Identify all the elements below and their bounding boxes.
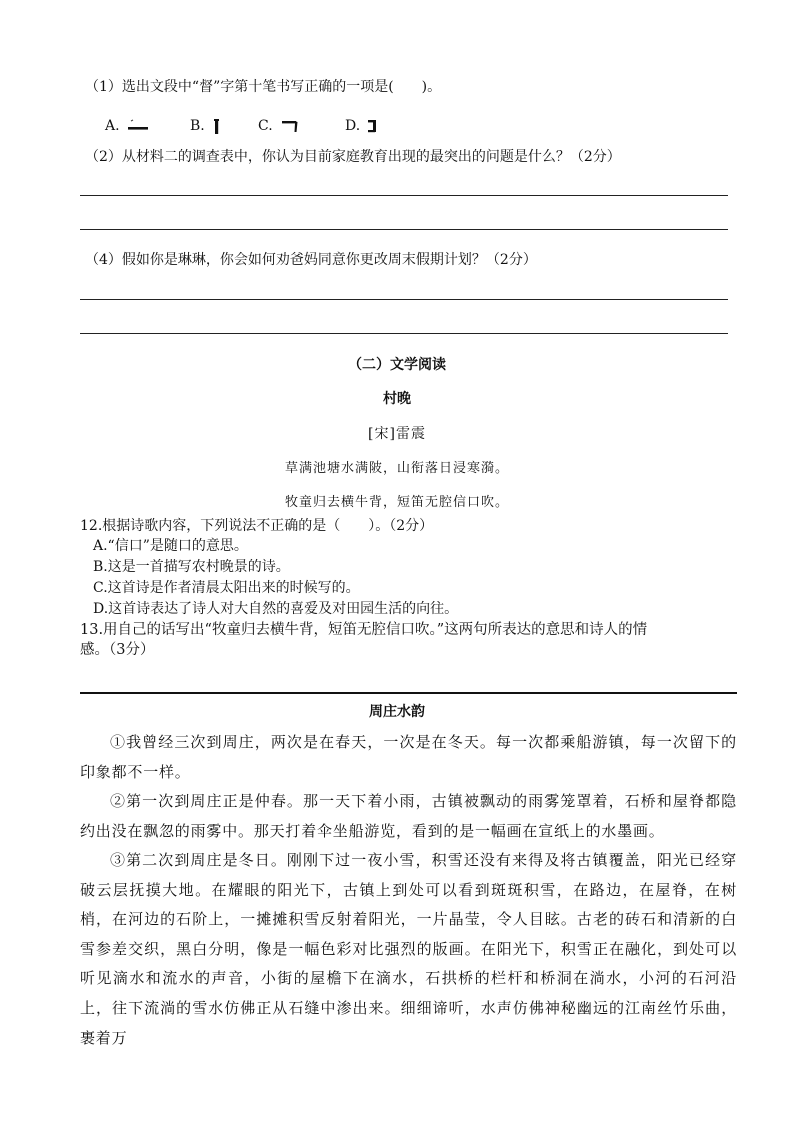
choice-c-letter: C. (258, 118, 273, 134)
essay-paragraph-3: ③第二次到周庄是冬日。刚刚下过一夜小雪，积雪还没有来得及将古镇覆盖，阳光已经穿破云层抚摸大地。在耀眼的阳光下，古镇上到处可以看到斑斑积雪，在路边，在屋脊，在树梢，在河边的石阶上，一摊摊积雪反射着阳光，一片晶莹，令人目眩。古老的砖石和清新的白雪参差交织，黑白分明，像是一幅色彩对比强烈的版画。在阳光下，积雪正在融化，到处可以听见滴水和流水的声音，小街的屋檐下在滴水，石拱桥的栏杆和桥洞在淌水，小河的石河沿上，往下流淌的雪水仿佛正从石缝中渗出来。细细谛听，水声仿佛神秘幽远的江南丝竹乐曲，裹着万 (80, 851, 737, 1047)
essay-title: 周庄水韵 (369, 704, 425, 720)
choice-c[interactable] (258, 115, 302, 135)
essay-paragraph-2: ②第一次到周庄正是仲春。那一天下着小雨，古镇被飘动的雨雾笼罩着，石桥和屋脊都隐约出没在飘忽的雨雾中。那天打着伞坐船游览，看到的是一幅画在宣纸上的水墨画。 (80, 792, 737, 840)
choice-d[interactable] (345, 115, 381, 135)
horizontal-stroke-icon (125, 118, 151, 134)
choice-d-letter: D. (345, 118, 361, 134)
q12-option-a[interactable]: A.“信口”是随口的意思。 (93, 538, 248, 554)
bracket-stroke-icon (365, 117, 381, 135)
question-2: （2）从材料二的调查表中，你认为目前家庭教育出现的最突出的问题是什么？（2分） (85, 149, 621, 165)
poem-line-2: 牧童归去横牛背，短笛无腔信口吹。 (284, 495, 509, 510)
poem-title: 村晚 (383, 391, 411, 407)
q12-option-c[interactable]: C.这首诗是作者清晨太阳出来的时候写的。 (93, 580, 360, 596)
choice-a[interactable] (105, 115, 151, 134)
poem-line-1: 草满池塘水满陂，山衔落日浸寒漪。 (284, 461, 509, 476)
choice-row (105, 113, 425, 133)
choice-b-letter: B. (190, 118, 205, 134)
section-divider (80, 692, 737, 694)
answer-line[interactable] (80, 229, 728, 230)
question-1: （1）选出文段中“督”字第十笔书写正确的一项是( )。 (85, 79, 442, 95)
horizontal-hook-stroke-icon (278, 117, 302, 135)
choice-a-letter: A. (105, 118, 120, 134)
answer-line[interactable] (80, 333, 728, 334)
question-12: 12.根据诗歌内容，下列说法不正确的是（ ）。（2分） (80, 518, 434, 534)
answer-line[interactable] (80, 299, 728, 300)
section-title: （二）文学阅读 (348, 357, 446, 373)
vertical-stroke-icon (210, 117, 224, 135)
q12-option-b[interactable]: B.这是一首描写农村晚景的诗。 (93, 559, 290, 575)
poem-author: [宋]雷震 (368, 426, 426, 442)
answer-line[interactable] (80, 195, 728, 196)
choice-b[interactable] (190, 115, 224, 135)
q12-option-d[interactable]: D.这首诗表达了诗人对大自然的喜爱及对田园生活的向往。 (93, 601, 459, 617)
essay-paragraph-1: ①我曾经三次到周庄，两次是在春天，一次是在冬天。每一次都乘船游镇，每一次留下的印象都不一样。 (80, 733, 737, 781)
question-13-line-1: 13.用自己的话写出“牧童归去横牛背，短笛无腔信口吹。”这两句所表达的意思和诗人的情 (80, 622, 648, 638)
question-13-line-2: 感。（3分） (80, 642, 155, 658)
question-4: （4）假如你是琳琳，你会如何劝爸妈同意你更改周末假期计划？（2分） (85, 252, 537, 268)
